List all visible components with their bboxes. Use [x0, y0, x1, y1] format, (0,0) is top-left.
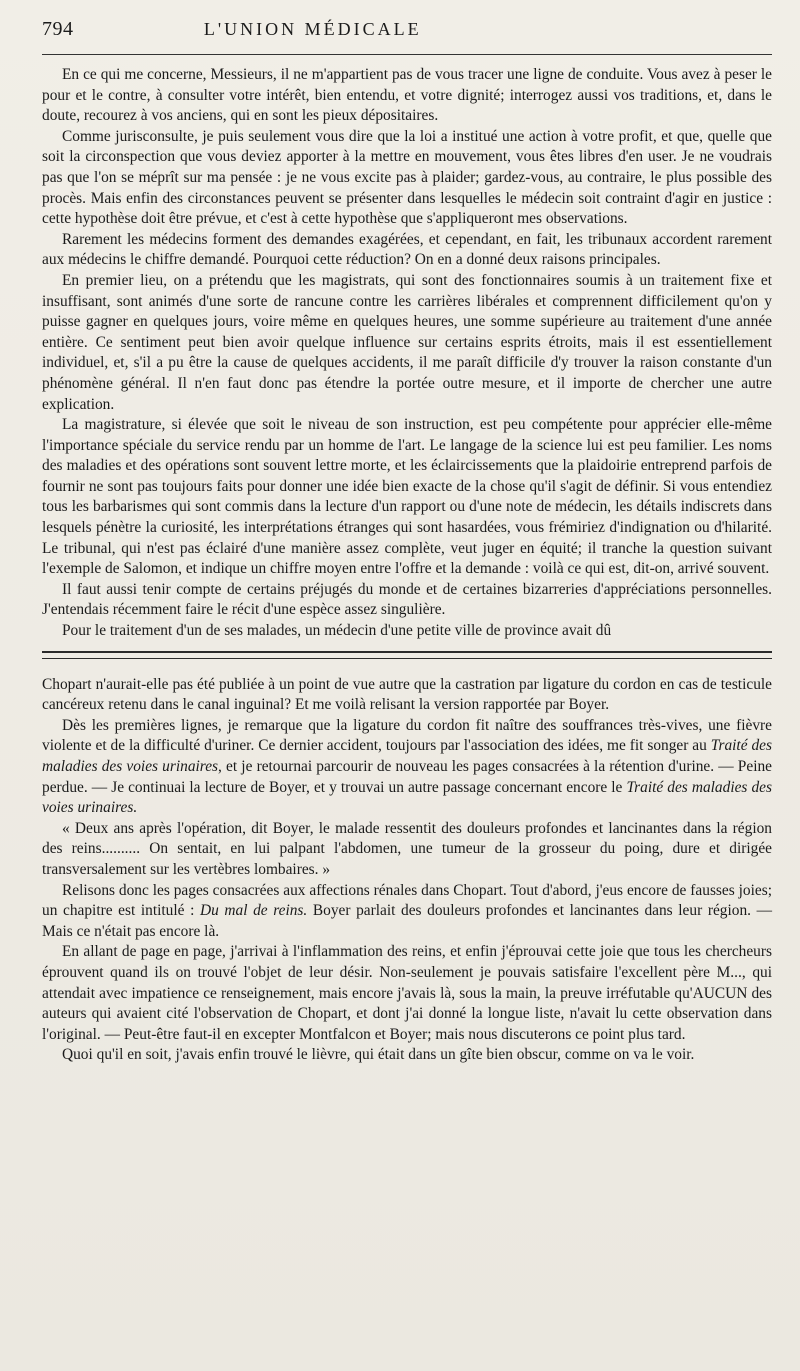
text-run: Dès les premières lignes, je remarque que la ligature du cordon fit naître des souffrances très-vives, une fièvre violente et de la difficulté d'uriner. Ce dernier accident, toujours par l'association des idées, me fit songer au — [42, 716, 772, 755]
book-title: Traité des maladies des voies urinaires — [42, 737, 772, 775]
paragraph: « Deux ans après l'opération, dit Boyer, le malade ressentit des douleurs profondes et lancinantes dans la région des reins.......... On sentait, en lui palpant l'abdomen, une tumeur de la grosseur du poing, dure et dirigée transversalement sur les vertèbres lombaires. » — [42, 819, 772, 878]
paragraph — [42, 716, 772, 819]
header-rule — [42, 54, 772, 55]
text-run: Boyer parlait des douleurs profondes et lancinantes dans leur région. — Mais ce n'était pas encore là. — [42, 902, 772, 940]
text-run: Relisons donc les pages consacrées aux affections rénales dans Chopart. Tout d'abord, j'eus encore de fausses joies; un chapitre est intitulé : — [42, 881, 772, 920]
paragraph: Rarement les médecins forment des demandes exagérées, et cependant, en fait, les tribunaux accordent rarement aux médecins le chiffre demandé. Pourquoi cette réduction? On en a donné deux raisons principales. — [42, 230, 772, 269]
chapter-title: Du mal de reins. — [199, 902, 308, 920]
text-run: , et je retournai parcourir de nouveau les pages consacrées à la rétention d'urine. — Peine perdue. — Je continuai la lecture de Boyer, et y trouvai un autre passage concernant encore le — [42, 758, 772, 796]
running-title: L'UNION MÉDICALE — [203, 19, 422, 39]
page-number: 794 — [42, 18, 74, 40]
book-title: Traité des maladies des voies urinaires. — [42, 778, 772, 817]
paragraph: La magistrature, si élevée que soit le niveau de son instruction, est peu compétente pour apprécier elle-même l'importance spéciale du service rendu par un homme de l'art. Le langage de la science lui est peu familier. Les noms des maladies et des opérations sont souvent lettre morte, et les éclaircissements que la plaidoirie entreprend parfois de fournir ne sont pas toujours faits pour donner une idée bien exacte de la chose qu'il s'agit de définir. Si vous entendiez tous les barbarismes qui sont commis dans la lecture d'un rapport ou d'une note de médecin, les détails indiscrets dans lesquels pénètre la curiosité, les interprétations étranges qui sont hasardées, vous frémiriez d'indignation ou d'hilarité. Le tribunal, qui n'est pas éclairé d'une manière assez complète, veut juger en équité; il tranche la question suivant l'exemple de Salomon, et indique un chiffre moyen entre l'offre et la demande : voilà ce qui est, dit-on, arrivé souvent. — [42, 416, 772, 578]
lower-feuilleton-text — [42, 675, 772, 1066]
paragraph: Pour le traitement d'un de ses malades, un médecin d'une petite ville de province avait dû — [62, 622, 612, 640]
feuilleton-separator — [42, 651, 772, 659]
lower-feuilleton — [42, 675, 772, 1066]
paragraph: En premier lieu, on a prétendu que les magistrats, qui sont des fonctionnaires soumis à un traitement fixe et insuffisant, sont animés d'une sorte de rancune contre les carrières libérales et comprennent difficilement qu'on y puisse gagner en quelques jours, voire même en quelques heures, une somme supérieure au traitement d'une année entière. Ce sentiment peut bien avoir quelque influence sur certains esprits étroits, mais il est essentiellement individuel, et, s'il a pu être la cause de quelques accidents, il me paraît difficile d'y trouver la raison constante d'un phénomène général. Il n'en faut donc pas étendre la portée outre mesure, et il importe de chercher une autre explication. — [42, 271, 772, 413]
paragraph: En allant de page en page, j'arrivai à l'inflammation des reins, et enfin j'éprouvai cette joie que tous les chercheurs éprouvent quand ils on trouvé l'objet de leur désir. Non-seulement je pouvais satisfaire l'excellent père M..., qui attendait avec impatience ce renseignement, mais encore j'avais là, sous la main, la preuve irréfutable qu'AUCUN des auteurs qui avaient cité l'observation de Chopart, et dont j'ai donné la longue liste, n'avait lu cette observation dans l'original. — Peut-être faut-il en excepter Montfalcon et Boyer; mais nous discuterons ce point plus tard. — [42, 943, 772, 1043]
page-header — [42, 18, 772, 52]
paragraph: Il faut aussi tenir compte de certains préjugés du monde et de certaines bizarreries d'appréciations personnelles. J'entendais récemment faire le récit d'une espèce assez singulière. — [42, 580, 772, 619]
paragraph: Quoi qu'il en soit, j'avais enfin trouvé le lièvre, qui était dans un gîte bien obscur, comme on va le voir. — [62, 1046, 695, 1064]
paragraph: En ce qui me concerne, Messieurs, il ne m'appartient pas de vous tracer une ligne de conduite. Vous avez à peser le pour et le contre, à consulter votre intérêt, bien entendu, et votre dignité; interrogez aussi vos traditions, et, dans le doute, recourez à vos anciens, qui en sont les pieux dépositaires. — [42, 66, 772, 125]
upper-article — [42, 65, 772, 642]
upper-article-text — [42, 65, 772, 642]
paragraph: Chopart n'aurait-elle pas été publiée à un point de vue autre que la castration par ligature du cordon en cas de testicule cancéreux retenu dans le canal inguinal? Et me voilà relisant la version rapportée par Boyer. — [42, 675, 772, 714]
paragraph — [42, 881, 772, 943]
paragraph: Comme jurisconsulte, je puis seulement vous dire que la loi a institué une action à votre profit, et que, quelle que soit la circonspection que vous deviez apporter à la mettre en mouvement, vous êtes libres d'en user. Je ne voudrais pas que l'on se méprît sur ma pensée : je ne vous excite pas à plaider; gardez-vous, au contraire, le plus possible des procès. Mais enfin des circonstances peuvent se présenter dans lesquelles le médecin soit contraint d'agir en justice : cette hypothèse doit être prévue, et c'est à cette hypothèse que s'appliqueront mes observations. — [42, 127, 772, 228]
